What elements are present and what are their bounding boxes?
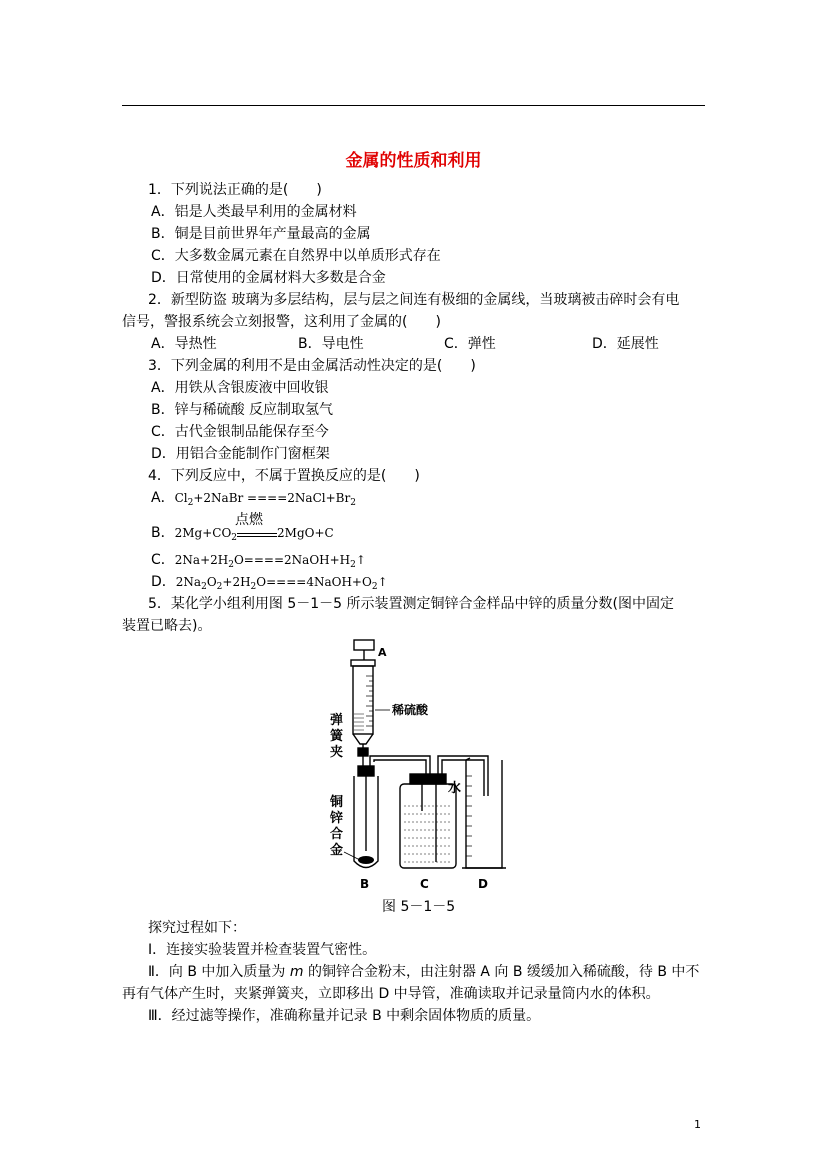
eq-part: 2MgO+C bbox=[277, 526, 334, 540]
eq-part: 2Na bbox=[175, 575, 202, 589]
gas-arrow: ↑ bbox=[377, 575, 388, 589]
subscript: 2 bbox=[250, 582, 257, 592]
syringe-tip bbox=[353, 734, 373, 744]
q5-stem-line1: 5．某化学小组利用图 5－1－5 所示装置测定铜锌合金样品中锌的质量分数(图中固定 bbox=[148, 596, 674, 612]
q1-stem: 1．下列说法正确的是( ) bbox=[148, 182, 322, 198]
q2-option-c: C．弹性 bbox=[444, 336, 496, 352]
q1-option-a: A．铝是人类最早利用的金属材料 bbox=[151, 204, 357, 220]
q3-option-c: C．古代金银制品能保存至今 bbox=[151, 424, 329, 440]
q1-option-b: B．铜是目前世界年产量最高的金属 bbox=[151, 226, 371, 242]
label-alloy-2: 锌 bbox=[330, 811, 344, 826]
q4-option-a bbox=[151, 489, 356, 512]
eq-part: O====2NaOH+H bbox=[233, 553, 351, 567]
eq-part: +2H bbox=[222, 575, 251, 589]
eq-part: 2Na+2H bbox=[174, 553, 229, 567]
subscript: 2 bbox=[350, 498, 356, 508]
label-clip-2: 簧 bbox=[330, 729, 344, 744]
q2-option-a: A．导热性 bbox=[151, 336, 217, 352]
eq-part: O====4NaOH+O bbox=[256, 575, 372, 589]
q2-option-b: B．导电性 bbox=[298, 336, 364, 352]
q3-option-a: A．用铁从含银废液中回收银 bbox=[151, 380, 329, 396]
q3-stem: 3．下列金属的利用不是由金属活动性决定的是( ) bbox=[148, 358, 476, 374]
q4-option-b bbox=[151, 512, 334, 547]
apparatus-figure bbox=[320, 636, 520, 894]
q2-stem-line1: 2．新型防盗 玻璃为多层结构，层与层之间连有极细的金属线，当玻璃被击碎时会有电 bbox=[148, 292, 680, 308]
subscript: 2 bbox=[350, 560, 356, 570]
process-step-1: Ⅰ．连接实验装置并检查装置气密性。 bbox=[148, 942, 377, 958]
process-step-2-line1 bbox=[148, 963, 699, 981]
subscript: 2 bbox=[371, 582, 378, 592]
process-step-3: Ⅲ．经过滤等操作，准确称量并记录 B 中剩余固体物质的质量。 bbox=[148, 1008, 541, 1024]
bottle-c bbox=[400, 784, 456, 868]
process-intro: 探究过程如下： bbox=[148, 920, 246, 936]
label-clip-1: 弹 bbox=[330, 713, 344, 728]
label-c: C bbox=[420, 877, 429, 891]
header-rule bbox=[122, 105, 705, 106]
q4-option-a-eq bbox=[174, 491, 356, 508]
q4-option-b-label: B． bbox=[151, 525, 175, 541]
q4-stem: 4．下列反应中，不属于置换反应的是( ) bbox=[148, 468, 420, 484]
subscript: 2 bbox=[231, 533, 238, 543]
q4-option-a-label: A． bbox=[151, 490, 175, 506]
figure-caption: 图 5－1－5 bbox=[382, 899, 456, 915]
page-title: 金属的性质和利用 bbox=[345, 151, 482, 171]
label-alloy-4: 金 bbox=[330, 843, 344, 858]
q4-option-c bbox=[151, 551, 366, 574]
subscript: 2 bbox=[228, 560, 234, 570]
syringe-flange bbox=[351, 660, 375, 666]
label-acid: 稀硫酸 bbox=[392, 703, 429, 717]
subscript: 2 bbox=[201, 582, 207, 592]
process-step-2-line2: 再有气体产生时，夹紧弹簧夹，立即移出 D 中导管，准确读取并记录量筒内水的体积。 bbox=[122, 986, 660, 1002]
q4-option-d-label: D． bbox=[151, 574, 176, 590]
q5-stem-line2: 装置已略去)。 bbox=[122, 618, 212, 634]
mass-variable: m bbox=[289, 964, 304, 980]
q3-option-d: D．用铝合金能制作门窗框架 bbox=[151, 446, 330, 462]
q4-option-d bbox=[151, 573, 388, 596]
subscript: 2 bbox=[187, 498, 194, 508]
label-alloy-1: 铜 bbox=[330, 795, 344, 810]
label-clip-3: 夹 bbox=[330, 745, 344, 760]
label-water: 水 bbox=[448, 781, 462, 796]
equals-bar bbox=[237, 533, 277, 537]
eq-part: 2Mg+CO bbox=[174, 526, 232, 540]
q1-option-c: C．大多数金属元素在自然界中以单质形式存在 bbox=[151, 248, 441, 264]
alloy-sample bbox=[358, 856, 374, 864]
label-d: D bbox=[478, 877, 488, 891]
q4-option-b-eq bbox=[174, 512, 334, 543]
q1-option-d: D．日常使用的金属材料大多数是合金 bbox=[151, 270, 386, 286]
step-2-text: Ⅱ．向 B 中加入质量为 bbox=[148, 964, 290, 980]
connect-tube-bc bbox=[370, 756, 430, 776]
syringe-plunger-cap bbox=[354, 640, 374, 650]
eq-part: O bbox=[206, 575, 217, 589]
spring-clip bbox=[358, 748, 368, 756]
stopper-b bbox=[358, 766, 374, 776]
q3-option-b: B．锌与稀硫酸 反应制取氢气 bbox=[151, 402, 334, 418]
reaction-condition bbox=[235, 512, 277, 537]
subscript: 2 bbox=[216, 582, 223, 592]
q2-option-d: D．延展性 bbox=[592, 336, 659, 352]
q4-option-c-label: C． bbox=[151, 552, 175, 568]
condition-label: 点燃 bbox=[235, 512, 264, 528]
label-alloy-3: 合 bbox=[330, 827, 344, 842]
eq-part: Cl bbox=[174, 491, 188, 505]
gas-arrow: ↑ bbox=[355, 553, 366, 567]
q4-option-c-eq bbox=[174, 553, 366, 570]
eq-part: +2NaBr ====2NaCl+Br bbox=[193, 491, 351, 505]
q4-option-d-eq bbox=[175, 575, 388, 592]
label-b: B bbox=[360, 877, 370, 891]
page-number: 1 bbox=[694, 1118, 701, 1131]
q2-stem-line2: 信号，警报系统会立刻报警，这利用了金属的( ) bbox=[122, 314, 441, 330]
label-a: A bbox=[378, 646, 387, 659]
step-2-text: 的铜锌合金粉末，由注射器 A 向 B 缓缓加入稀硫酸，待 B 中不 bbox=[303, 964, 700, 980]
stopper-c bbox=[410, 774, 446, 784]
